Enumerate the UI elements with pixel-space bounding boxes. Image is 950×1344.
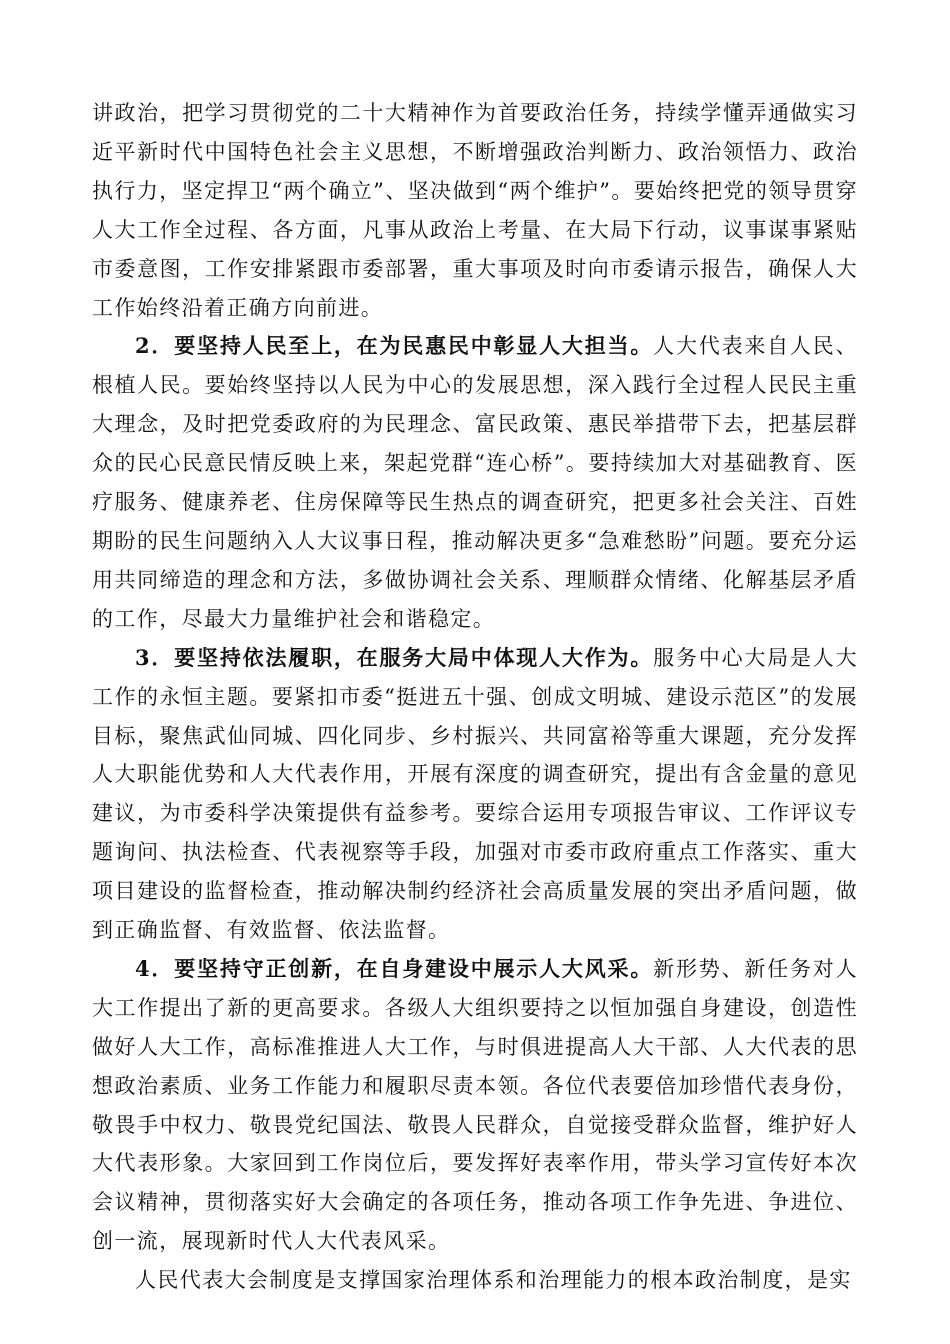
paragraph-text: 人大代表来自人民、根植人民。要始终坚持以人民为中心的发展思想，深入践行全过程人民民主重大理念，及时把党委政府的为民理念、富民政策、惠民举措带下去，把基层群众的民心民意民情反映上来，架起党群“连心桥”。要持续加大对基础教育、医疗服务、健康养老、住房保障等民生热点的调查研究，把更多社会关注、百姓期盼的民生问题纳入人大议事日程，推动解决更多“急难愁盼”问题。要充分运用共同缔造的理念和方法，多做协调社会关系、理顺群众情绪、化解基层矛盾的工作，尽最大力量维护社会和谐稳定。 [92, 334, 858, 631]
paragraph-closing [92, 1261, 858, 1300]
paragraph-lawful-duty [92, 639, 858, 950]
item-number: 2． [135, 333, 175, 359]
paragraph-political-continuation [92, 94, 858, 327]
paragraph-text: 新形势、新任务对人大工作提出了新的更高要求。各级人大组织要持之以恒加强自身建设，创造性做好人大工作，高标准推进人大工作，与时俱进提高人大干部、人大代表的思想政治素质、业务工作能力和履职尽责本领。各位代表要倍加珍惜代表身份，敬畏手中权力、敬畏党纪国法、敬畏人民群众，自觉接受群众监督，维护好人大代表形象。大家回到工作岗位后，要发挥好表率作用，带头学习宣传好本次会议精神，贯彻落实好大会确定的各项任务，推动各项工作争先进、争进位、创一流，展现新时代人大代表风采。 [92, 956, 858, 1254]
paragraph-text: 讲政治，把学习贯彻党的二十大精神作为首要政治任务，持续学懂弄通做实习近平新时代中国特色社会主义思想，不断增强政治判断力、政治领悟力、政治执行力，坚定捍卫“两个确立”、坚决做到“两个维护”。要始终把党的领导贯穿人大工作全过程、各方面，凡事从政治上考量、在大局下行动，议事谋事紧贴市委意图，工作安排紧跟市委部署，重大事项及时向市委请示报告，确保人大工作始终沿着正确方向前进。 [92, 101, 858, 320]
paragraph-heading: 要坚持依法履职，在服务大局中体现人大作为。 [174, 644, 654, 670]
paragraph-heading: 要坚持人民至上，在为民惠民中彰显人大担当。 [174, 333, 654, 359]
paragraph-people-first [92, 327, 858, 638]
paragraph-text: 人民代表大会制度是支撑国家治理体系和治理能力的根本政治制度，是实 [135, 1268, 852, 1293]
paragraph-text: 服务中心大局是人大工作的永恒主题。要紧扣市委“挺进五十强、创成文明城、建设示范区”的发展目标，聚焦武仙同城、四化同步、乡村振兴、共同富裕等重大课题，充分发挥人大职能优势和人大代表作用，开展有深度的调查研究，提出有含金量的意见建议，为市委科学决策提供有益参考。要综合运用专项报告审议、工作评议专题询问、执法检查、代表视察等手段，加强对市委市政府重点工作落实、重大项目建设的监督检查，推动解决制约经济社会高质量发展的突出矛盾问题，做到正确监督、有效监督、依法监督。 [92, 645, 858, 943]
paragraph-heading: 要坚持守正创新，在自身建设中展示人大风采。 [174, 955, 654, 981]
item-number: 3． [135, 644, 175, 670]
item-number: 4． [135, 955, 175, 981]
paragraph-innovation [92, 950, 858, 1261]
